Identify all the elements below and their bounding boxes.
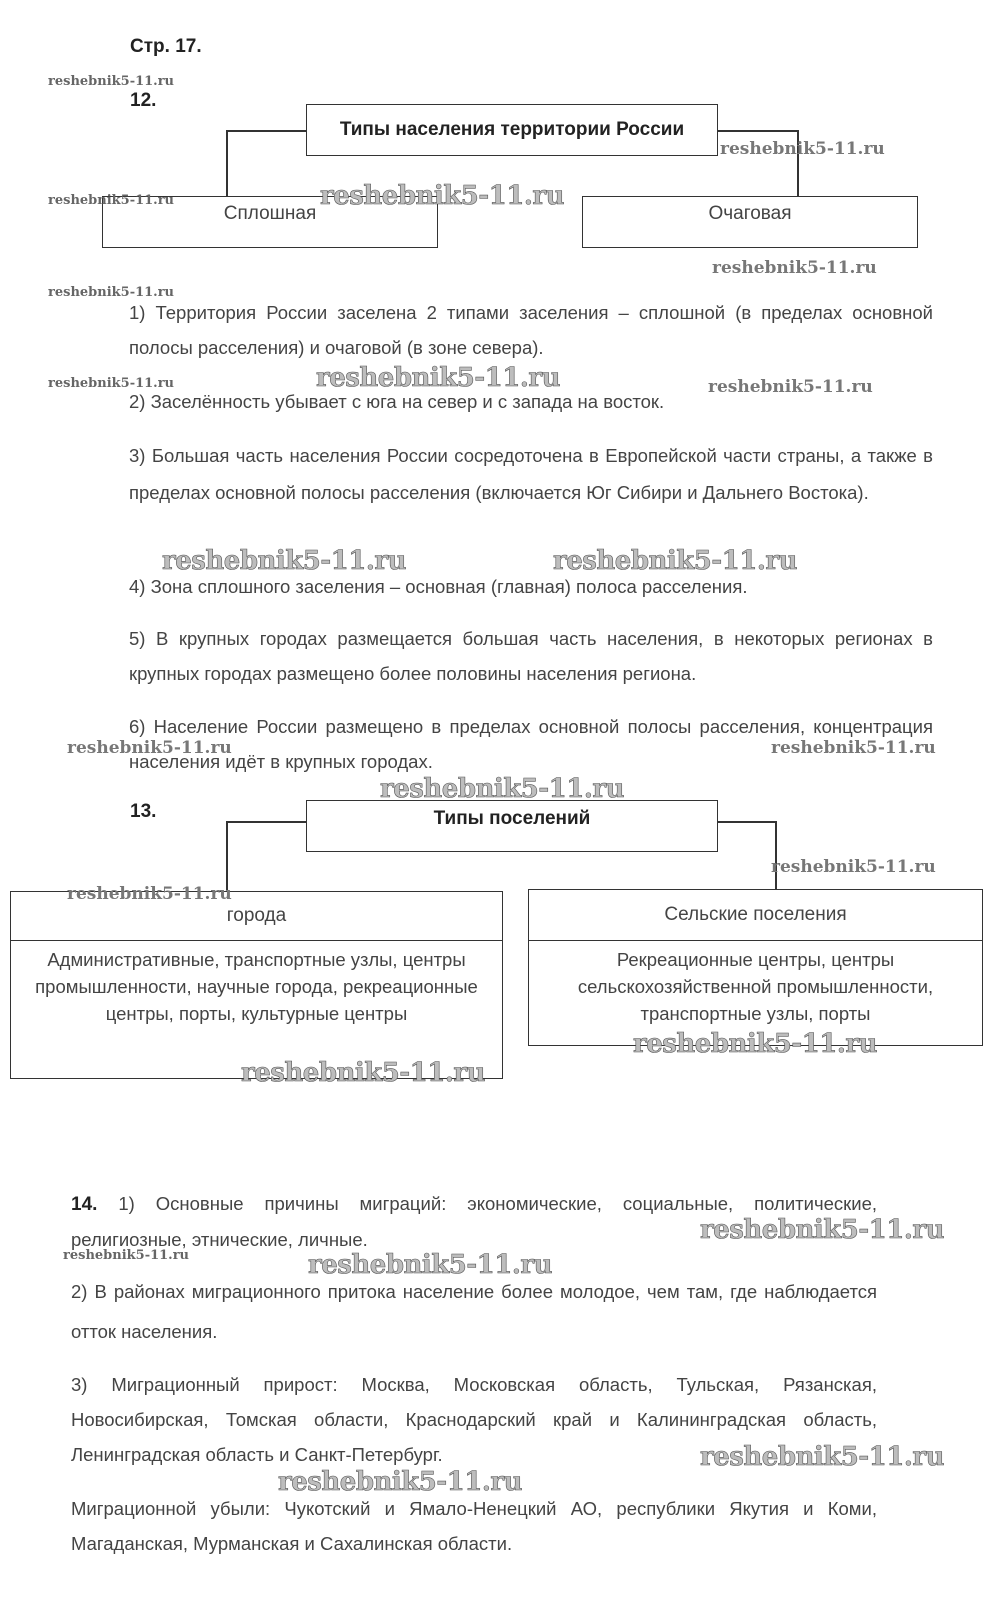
watermark: reshebnik5-11.ru [63,1248,190,1263]
page-number: Стр. 17. [130,36,202,57]
watermark: reshebnik5-11.ru [700,1215,945,1245]
connector [226,130,306,132]
task-12-item-2: 2) Заселённость убывает с юга на север и с запада на восток. [129,391,665,412]
task-12-item-5: 5) В крупных городах размещается большая часть населения, в некоторых регионах в крупных городах размещено более половины населения региона. [129,628,933,684]
watermark: reshebnik5-11.ru [67,884,232,904]
watermark: reshebnik5-11.ru [48,376,175,391]
diagram-left-label: Сплошная [223,203,317,224]
watermark: reshebnik5-11.ru [633,1029,878,1059]
watermark: reshebnik5-11.ru [771,857,936,877]
settlement-rural-description: Рекреационные центры, центры сельскохозяйственной промышленности, транспортные узлы, порты [577,949,934,1024]
connector [718,821,776,823]
watermark: reshebnik5-11.ru [771,738,936,758]
watermark: reshebnik5-11.ru [380,774,625,804]
task-14-item-1-text: 1) Основные причины миграций: экономические, социальные, политические, религиозные, этнические, личные. [71,1193,878,1250]
diagram-root-box [306,104,718,156]
task-12-item-3: 3) Большая часть населения России сосредоточена в Европейской части страны, а также в пределах основной полосы расселения (включается Юг Сибири и Дальнего Востока). [129,445,933,503]
watermark: reshebnik5-11.ru [48,74,175,89]
settlement-cities-box [10,891,503,1079]
task-12-item-1: 1) Территория России заселена 2 типами заселения – сплошной (в пределах основной полосы расселения) и очаговой (в зоне севера). [129,302,933,358]
watermark: reshebnik5-11.ru [241,1058,486,1088]
watermark: reshebnik5-11.ru [316,363,561,393]
watermark: reshebnik5-11.ru [48,193,175,208]
diagram-root-box [306,800,718,852]
connector [226,130,228,196]
task-14-number: 14. [71,1194,98,1215]
task-14-item-4: Миграционной убыли: Чукотский и Ямало-Ненецкий АО, республики Якутия и Коми, Магаданская, Мурманская и Сахалинская области. [71,1498,877,1554]
settlement-rural-box [528,889,983,1046]
task-12-number: 12. [130,90,157,111]
watermark: reshebnik5-11.ru [720,139,885,159]
settlement-rural-title: Сельские поселения [529,890,982,941]
watermark: reshebnik5-11.ru [48,285,175,300]
connector [718,130,798,132]
diagram-root-label: Типы населения территории России [339,119,685,140]
task-13-number: 13. [130,801,157,822]
connector [226,821,306,823]
connector [775,821,777,889]
watermark: reshebnik5-11.ru [700,1442,945,1472]
settlement-cities-description: Административные, транспортные узлы, центры промышленности, научные города, рекреационные центры, порты, культурные центры [35,949,478,1024]
watermark: reshebnik5-11.ru [308,1250,553,1280]
task-12-item-6: 6) Население России размещено в пределах основной полосы расселения, концентрация населения идёт в крупных городах. [129,716,933,772]
diagram-right-label: Очаговая [708,203,792,224]
watermark: reshebnik5-11.ru [278,1467,523,1497]
watermark: reshebnik5-11.ru [67,738,232,758]
watermark: reshebnik5-11.ru [708,377,873,397]
task-14-item-3: 3) Миграционный прирост: Москва, Московская область, Тульская, Рязанская, Новосибирская, Томская области, Краснодарский край и Калининградская область, Ленинградская область и Санкт-Петербург. [71,1374,877,1465]
connector [226,821,228,891]
watermark: reshebnik5-11.ru [320,181,565,211]
diagram-right-box [582,196,918,248]
settlement-cities-title: города [11,892,502,941]
watermark: reshebnik5-11.ru [162,546,407,576]
task-12-item-4: 4) Зона сплошного заселения – основная (главная) полоса расселения. [129,576,748,597]
task-14-item-2: 2) В районах миграционного притока население более молодое, чем там, где наблюдается отток населения. [71,1281,877,1342]
watermark: reshebnik5-11.ru [712,258,877,278]
diagram-root-label: Типы поселений [433,808,591,829]
watermark: reshebnik5-11.ru [553,546,798,576]
